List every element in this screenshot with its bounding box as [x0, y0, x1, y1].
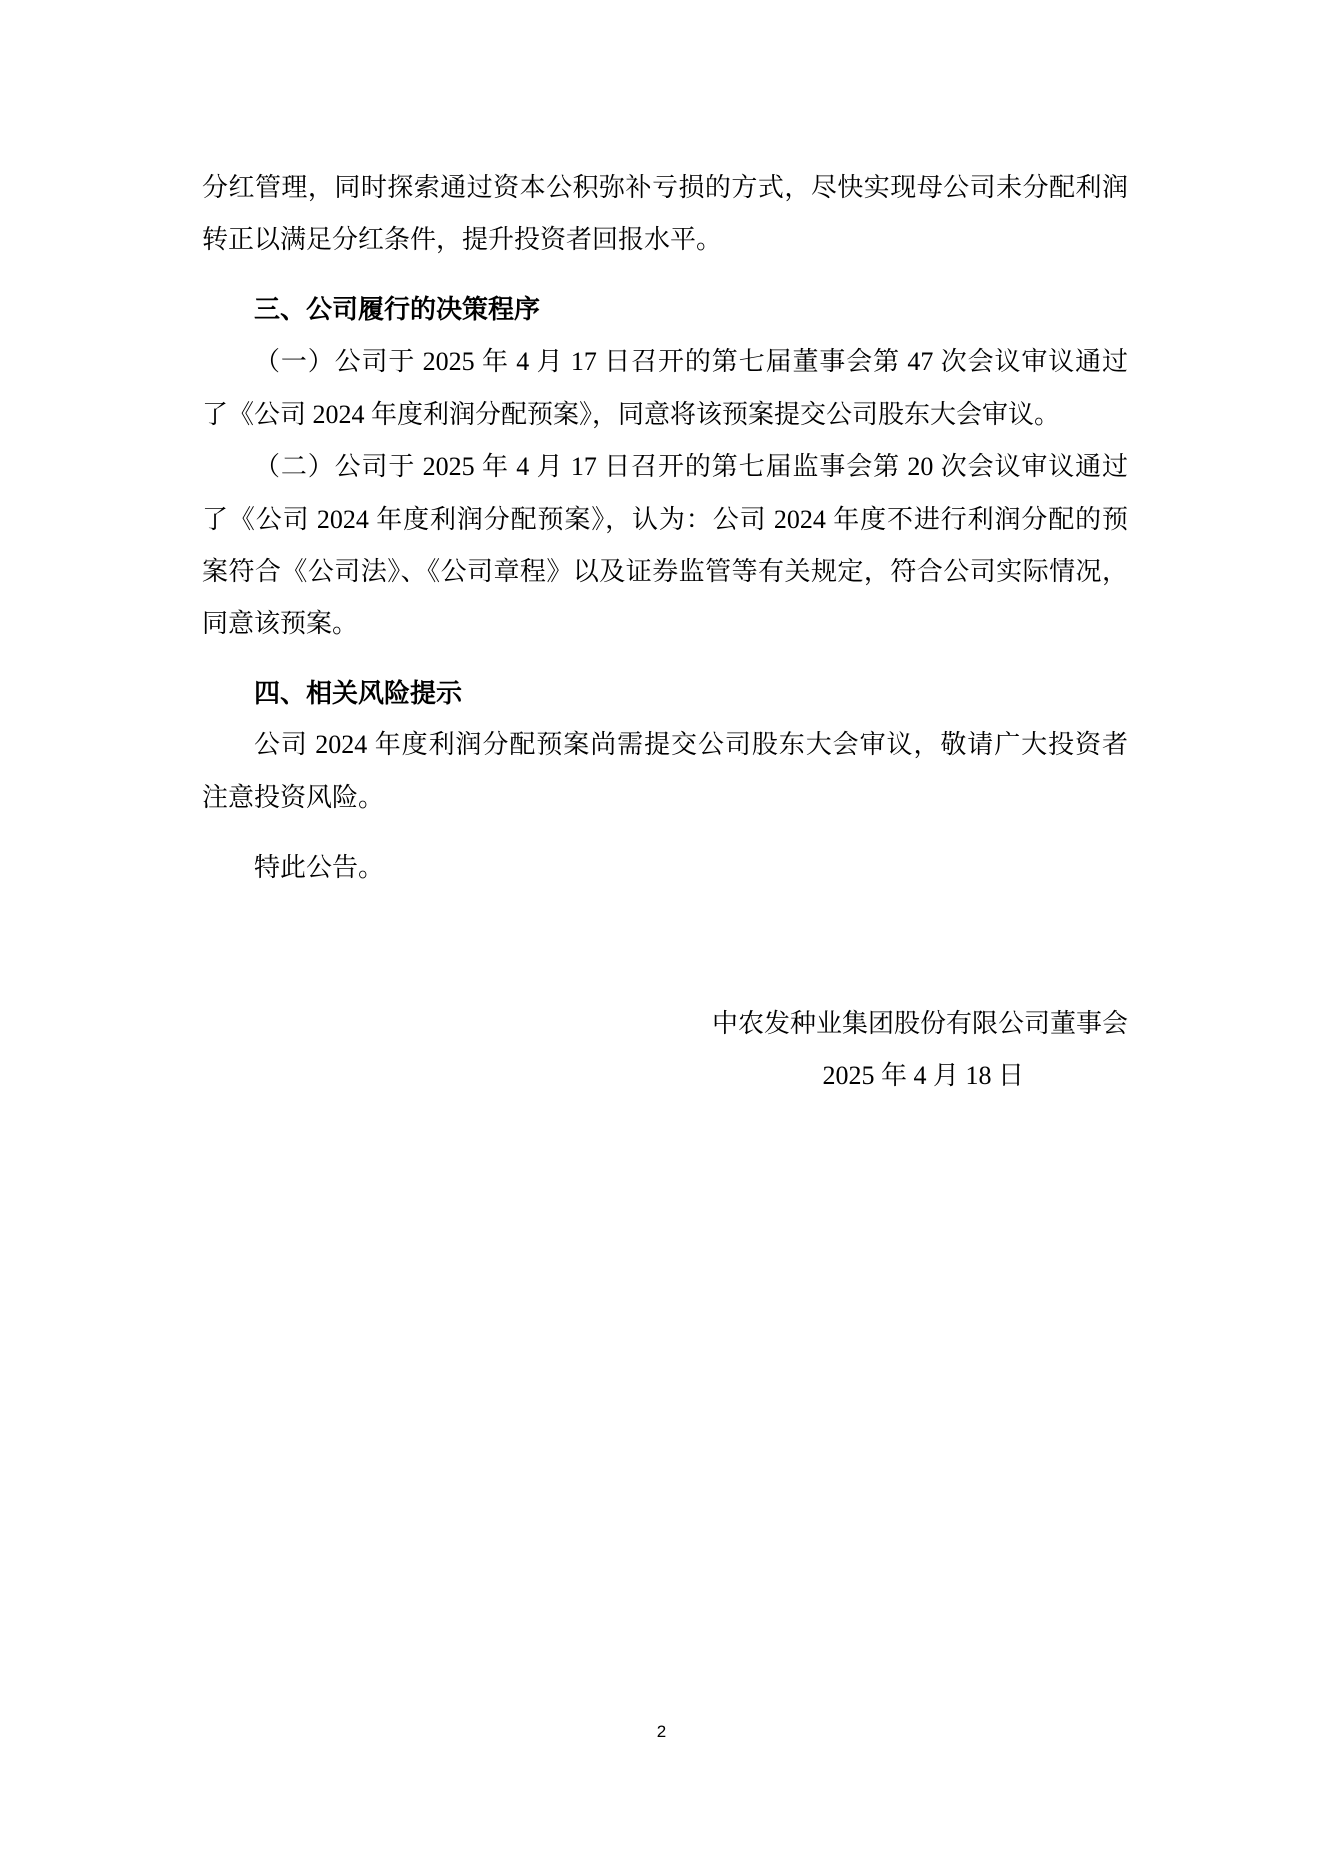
paragraph-line: 公司 2024 年度利润分配预案尚需提交公司股东大会审议，敬请广大投资者 [254, 730, 1128, 759]
paragraph-line: 了《公司 2024 年度利润分配预案》，认为：公司 2024 年度不进行利润分配的预 [202, 505, 1128, 534]
page-number: 2 [656, 1722, 667, 1741]
paragraph-line: 注意投资风险。 [202, 783, 385, 812]
section-heading: 四、相关风险提示 [254, 679, 463, 708]
paragraph-line: （二）公司于 2025 年 4 月 17 日召开的第七届监事会第 20 次会议审议通过 [254, 452, 1128, 481]
paragraph-line: 转正以满足分红条件，提升投资者回报水平。 [202, 225, 723, 254]
signature-date: 2025 年 4 月 18 日 [822, 1061, 1024, 1090]
paragraph-line: （一）公司于 2025 年 4 月 17 日召开的第七届董事会第 47 次会议审议通过 [254, 347, 1128, 376]
paragraph-line: 案符合《公司法》、《公司章程》以及证券监管等有关规定，符合公司实际情况， [202, 557, 1128, 586]
paragraph-line: 了《公司 2024 年度利润分配预案》，同意将该预案提交公司股东大会审议。 [202, 400, 1061, 429]
signature-company: 中农发种业集团股份有限公司董事会 [711, 1009, 1128, 1038]
closing-statement: 特此公告。 [254, 853, 385, 882]
paragraph-line: 分红管理，同时探索通过资本公积弥补亏损的方式，尽快实现母公司未分配利润 [202, 173, 1128, 202]
paragraph-line: 同意该预案。 [202, 609, 359, 638]
section-heading: 三、公司履行的决策程序 [254, 295, 541, 324]
